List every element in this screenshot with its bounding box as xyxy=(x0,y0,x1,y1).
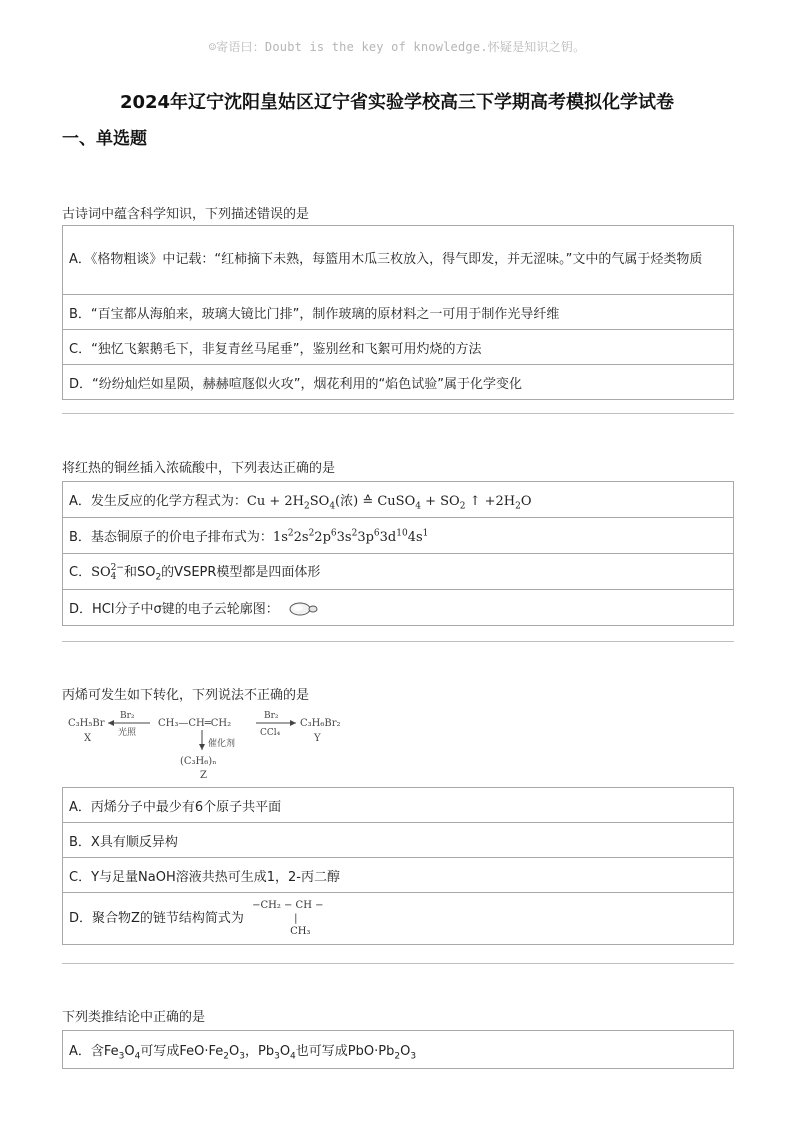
scheme-y-formula: C₃H₆Br₂ xyxy=(300,718,341,729)
divider xyxy=(62,963,734,964)
scheme-right-condition: CCl₄ xyxy=(260,728,281,738)
question-2-option-b[interactable] xyxy=(63,518,734,554)
question-2-option-c[interactable]: C．SO 2− 4 和$SO_2$的VSEPR模型都是四面体形 xyxy=(63,554,734,590)
sulfate-ion: SO 2− 4 xyxy=(91,562,124,582)
propylene-reaction-scheme xyxy=(62,708,362,786)
question-2-options xyxy=(62,481,734,626)
scheme-x-label: X xyxy=(84,733,92,744)
scheme-down-condition: 催化剂 xyxy=(208,739,236,749)
scheme-x-formula: C₃H₅Br xyxy=(68,718,105,729)
question-4-option-a[interactable]: A．含$Fe_3O_4$可写成$FeO\cdot Fe_2O_3$，$Pb_3O_4$也可写成$PbO\cdot Pb_2O_3$ xyxy=(63,1031,734,1069)
divider xyxy=(62,641,734,642)
question-1-stem: 古诗词中蕴含科学知识，下列描述错误的是 xyxy=(62,207,310,222)
polymer-repeat-unit: −CH₂ − CH − | CH₃ xyxy=(252,900,324,937)
question-4-stem: 下列类推结论中正确的是 xyxy=(62,1010,206,1025)
sigma-bond-orbital-icon xyxy=(289,601,319,617)
question-2-stem: 将红热的铜丝插入浓硫酸中，下列表达正确的是 xyxy=(62,461,336,476)
divider xyxy=(62,413,734,414)
question-3-option-d[interactable]: D．聚合物Z的链节结构简式为 −CH₂ − CH − | CH₃ xyxy=(63,893,734,945)
question-3-option-b[interactable]: B．X具有顺反异构 xyxy=(63,823,734,858)
question-1-option-d[interactable]: D．“纷纷灿烂如星陨，赫赫喧豗似火攻”，烟花利用的“焰色试验”属于化学变化 xyxy=(63,365,734,400)
question-3-option-c[interactable]: C．Y与足量NaOH溶液共热可生成1，2-丙二醇 xyxy=(63,858,734,893)
question-1-option-b[interactable]: B．“百宝都从海舶来，玻璃大镜比门排”，制作玻璃的原材料之一可用于制作光导纤维 xyxy=(63,295,734,330)
scheme-start-formula: CH₃—CH═CH₂ xyxy=(158,718,232,729)
option-a-prefix: A．发生反应的化学方程式为： xyxy=(69,494,247,509)
option-b-prefix: B．基态铜原子的价电子排布式为： xyxy=(69,530,273,545)
question-3-stem: 丙烯可发生如下转化，下列说法不正确的是 xyxy=(62,688,310,703)
chemical-equation: $Cu + 2H_2SO_4$(浓) ≙ CuSO$_4$ + $SO_2$ ↑ $+2H_2O$ xyxy=(246,494,532,512)
scheme-z-label: Z xyxy=(200,770,207,781)
question-1-options xyxy=(62,225,734,400)
question-2-option-d[interactable]: D．HCl分子中σ键的电子云轮廓图： xyxy=(63,590,734,626)
scheme-z-formula: (C₃H₆)ₙ xyxy=(180,756,217,767)
question-2-option-a[interactable] xyxy=(63,482,734,518)
electron-configuration: $1s^22s^22p^63s^23p^63d^{10}4s^1$ xyxy=(272,528,429,545)
question-1-option-a[interactable]: A．《格物粗谈》中记载：“红柿摘下未熟，每篮用木瓜三枚放入，得气即发，并无涩味。”文中的气属于烃类物质 xyxy=(63,226,734,295)
page-title: 2024年辽宁沈阳皇姑区辽宁省实验学校高三下学期高考模拟化学试卷 xyxy=(119,92,675,113)
scheme-left-reagent: Br₂ xyxy=(120,711,135,721)
question-4-options xyxy=(62,1030,734,1069)
header-motto: ☺寄语曰：Doubt is the key of knowledge.怀疑是知识之钥。 xyxy=(208,40,586,54)
question-3-option-a[interactable]: A．丙烯分子中最少有6个原子共平面 xyxy=(63,788,734,823)
scheme-right-reagent: Br₂ xyxy=(264,711,279,721)
section-title: 一、单选题 xyxy=(62,129,147,149)
scheme-left-condition: 光照 xyxy=(118,728,137,738)
scheme-y-label: Y xyxy=(314,733,321,744)
question-3-options xyxy=(62,787,734,945)
question-1-option-c[interactable]: C．“独忆飞絮鹅毛下，非复青丝马尾垂”，鉴别丝和飞絮可用灼烧的方法 xyxy=(63,330,734,365)
